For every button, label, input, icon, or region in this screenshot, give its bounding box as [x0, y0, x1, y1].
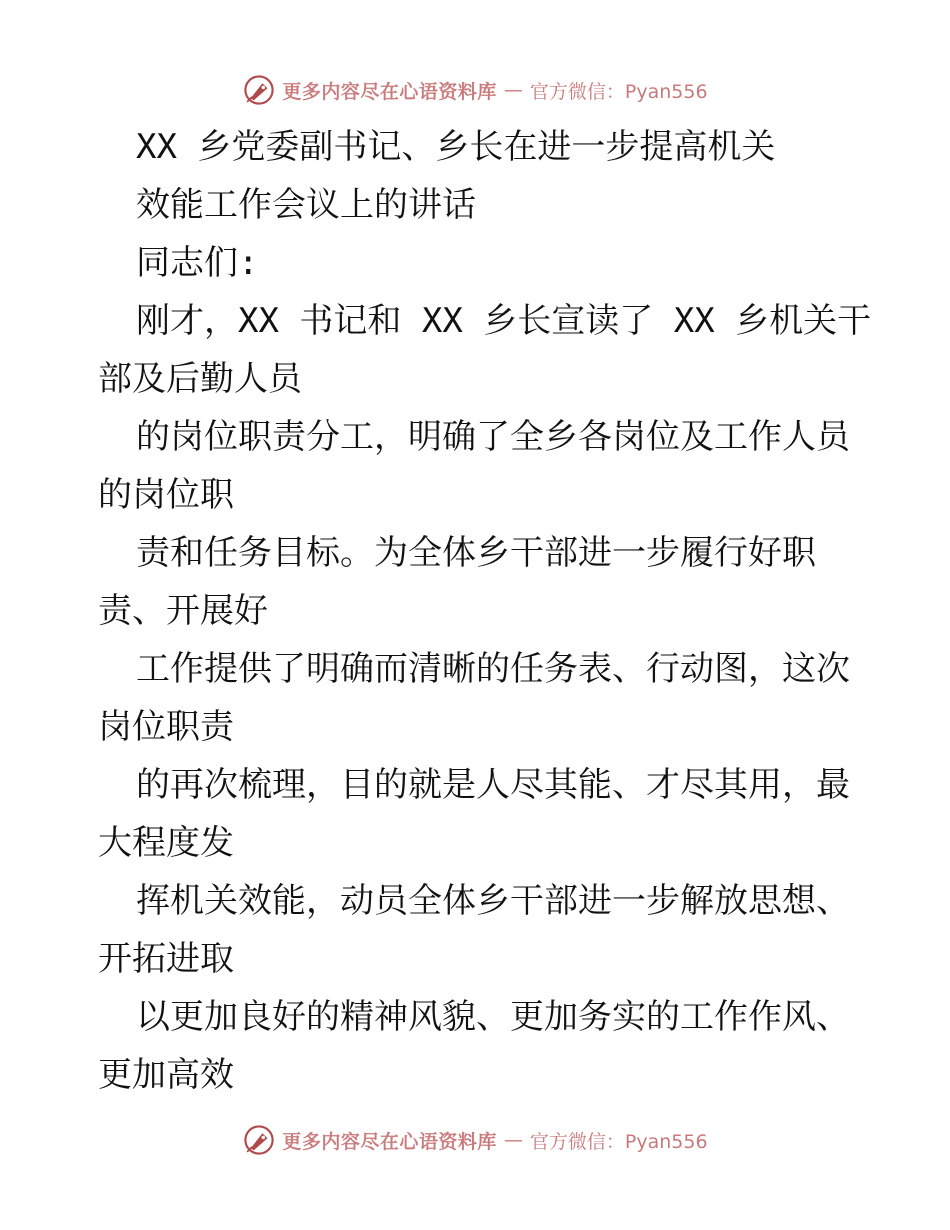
- text-line: 效能工作会议上的讲话: [136, 185, 476, 225]
- text-line: 更加高效: [98, 1055, 234, 1095]
- text-line: 开拓进取: [98, 939, 234, 979]
- banner-dash: —: [503, 79, 523, 101]
- text-line: 岗位职责: [98, 707, 234, 747]
- text-line: 大程度发: [98, 823, 234, 863]
- footer-banner: [0, 1120, 950, 1160]
- banner-wechat: 官方微信：Pyan556: [529, 80, 708, 103]
- text-line: 责和任务目标。为全体乡干部进一步履行好职: [136, 533, 816, 573]
- text-line: 挥机关效能，动员全体乡干部进一步解放思想、: [136, 881, 850, 921]
- text-line: 责、开展好: [98, 591, 268, 631]
- text-line: 刚才，XX 书记和 XX 乡长宣读了 XX 乡机关干: [136, 301, 872, 341]
- text-line: 的岗位职: [98, 475, 234, 515]
- text-line: 同志们:: [136, 243, 259, 283]
- pen-nib-logo-icon: [242, 1123, 276, 1157]
- header-banner: [0, 70, 950, 110]
- pen-nib-logo-icon: [242, 73, 276, 107]
- text-line: 部及后勤人员: [98, 359, 302, 399]
- banner-text: 更多内容尽在心语资料库: [282, 1130, 497, 1153]
- banner-dash: —: [503, 1129, 523, 1151]
- banner-wechat: 官方微信：Pyan556: [529, 1130, 708, 1153]
- text-line: 工作提供了明确而清晰的任务表、行动图，这次: [136, 649, 850, 689]
- text-line: XX 乡党委副书记、乡长在进一步提高机关: [136, 127, 776, 167]
- text-line: 的再次梳理，目的就是人尽其能、才尽其用，最: [136, 765, 850, 805]
- banner-text: 更多内容尽在心语资料库: [282, 80, 497, 103]
- text-line: 的岗位职责分工，明确了全乡各岗位及工作人员: [136, 417, 850, 457]
- text-line: 以更加良好的精神风貌、更加务实的工作作风、: [136, 997, 850, 1037]
- document-body: [98, 118, 872, 1104]
